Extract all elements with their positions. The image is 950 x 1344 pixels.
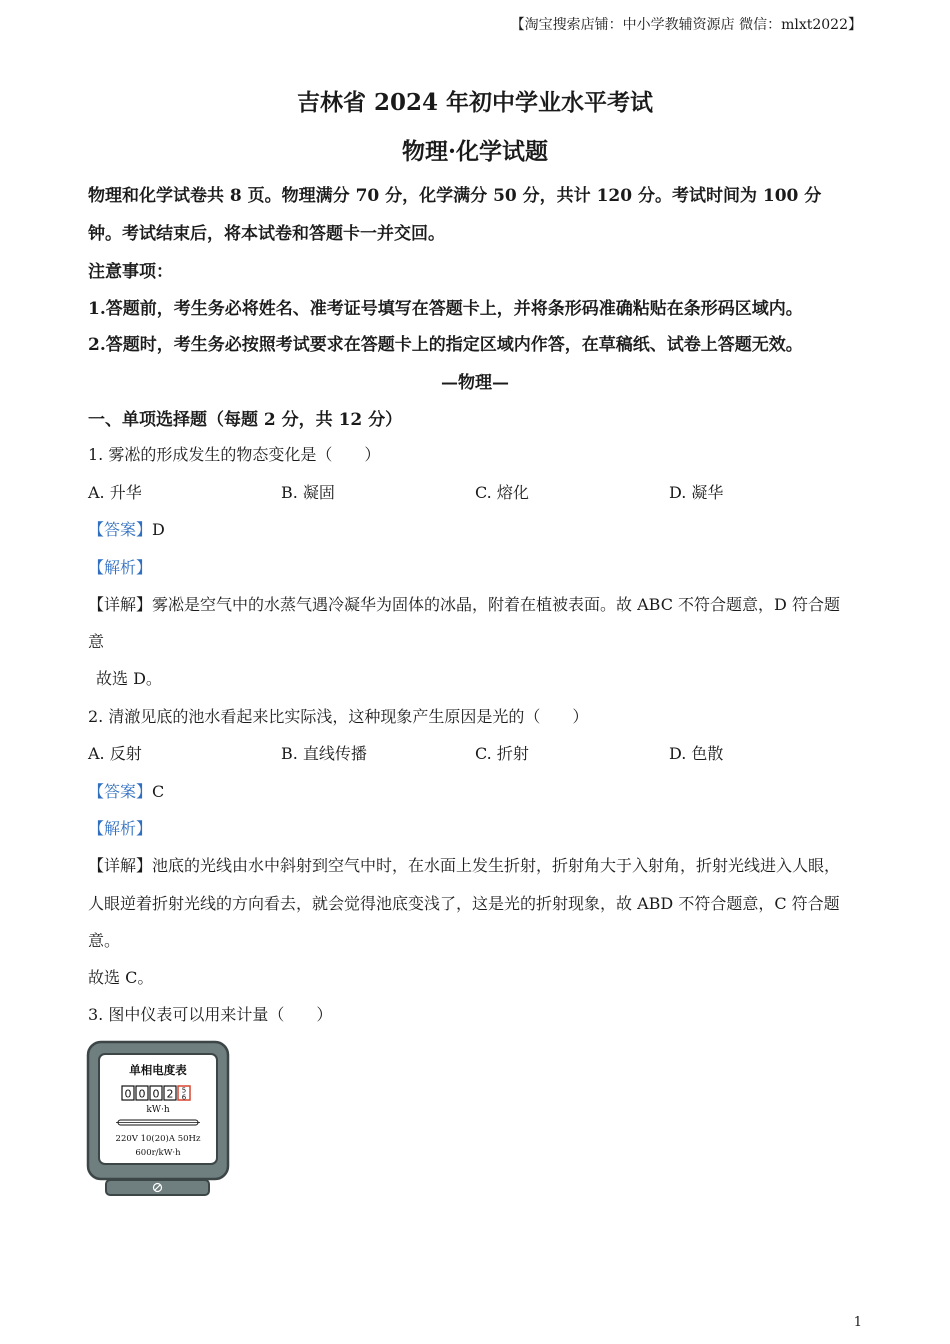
- header-note: 【淘宝搜索店铺：中小学教辅资源店 微信：mlxt2022】: [510, 17, 862, 33]
- question-1-detail-line-1: [88, 592, 840, 615]
- answer-value: D: [152, 520, 165, 539]
- question-2-detail-line-3: 意。: [88, 931, 121, 950]
- exam-title: 吉林省 2024 年初中学业水平考试: [296, 89, 654, 116]
- question-2-answer: [88, 779, 164, 802]
- question-2-detail-line-1: [88, 853, 840, 876]
- meter-digit: 2: [166, 1087, 174, 1101]
- detail-tag: 【详解】: [88, 856, 153, 875]
- meter-decimal-top: 5: [181, 1086, 187, 1095]
- detail-text: 池底的光线由水中斜射到空气中时，在水面上发生折射，折射角大于入射角，折射光线进入人眼，: [152, 856, 841, 875]
- meter-digit: 0: [152, 1087, 160, 1101]
- meter-digit: 0: [124, 1087, 132, 1101]
- notice-item-2: 2.答题时，考生务必按照考试要求在答题卡上的指定区域内作答，在草稿纸、试卷上答题无效。: [88, 335, 803, 355]
- page-number: 1: [853, 1315, 862, 1330]
- electricity-meter-figure: [86, 1040, 230, 1198]
- question-1-option-c: C. 熔化: [475, 483, 529, 502]
- notice-title: 注意事项：: [88, 262, 173, 282]
- question-3-stem: 3. 图中仪表可以用来计量（ ）: [88, 1005, 333, 1024]
- question-1-option-d: D. 凝华: [669, 483, 724, 502]
- question-1-stem: 1. 雾凇的形成发生的物态变化是（ ）: [88, 445, 381, 464]
- answer-tag: 【答案】: [88, 782, 153, 801]
- notice-item-1: 1.答题前，考生务必将姓名、准考证号填写在答题卡上，并将条形码准确粘贴在条形码区域内。: [88, 299, 803, 319]
- question-2-conclusion: 故选 C。: [88, 968, 154, 987]
- question-2-option-a: A. 反射: [88, 744, 142, 763]
- question-2-option-d: D. 色散: [669, 744, 724, 763]
- question-2-stem: 2. 清澈见底的池水看起来比实际浅，这种现象产生原因是光的（ ）: [88, 707, 589, 726]
- question-2-option-c: C. 折射: [475, 744, 529, 763]
- meter-digit: 0: [138, 1087, 146, 1101]
- meter-title: 单相电度表: [129, 1063, 187, 1077]
- question-1-conclusion: 故选 D。: [96, 669, 162, 688]
- question-1-detail-line-2: 意: [88, 632, 105, 651]
- question-1-option-a: A. 升华: [88, 483, 142, 502]
- exam-subtitle: 物理·化学试题: [401, 138, 548, 165]
- section-heading: 一、单项选择题（每题 2 分，共 12 分）: [88, 410, 403, 430]
- question-2-detail-line-2: 人眼逆着折射光线的方向看去，就会觉得池底变浅了，这是光的折射现象，故 ABD 不符合题意，C 符合题: [88, 894, 840, 913]
- subject-heading: —物理—: [441, 373, 509, 393]
- question-2-analysis-tag: 【解析】: [88, 819, 153, 838]
- question-1-option-b: B. 凝固: [281, 483, 335, 502]
- answer-value: C: [152, 782, 165, 801]
- meter-spec: 220V 10(20)A 50Hz: [115, 1134, 201, 1144]
- question-2-option-b: B. 直线传播: [281, 744, 367, 763]
- detail-text: 雾凇是空气中的水蒸气遇冷凝华为固体的冰晶，附着在植被表面。故 ABC 不符合题意，D 符合题: [152, 595, 840, 614]
- meter-constant: 600r/kW·h: [135, 1148, 181, 1158]
- intro-line-1: 物理和化学试卷共 8 页。物理满分 70 分，化学满分 50 分，共计 120 分。考试时间为 100 分: [88, 186, 822, 206]
- intro-line-2: 钟。考试结束后，将本试卷和答题卡一并交回。: [88, 224, 445, 244]
- meter-unit: kW·h: [146, 1105, 170, 1115]
- question-1-answer: [88, 517, 165, 540]
- question-1-analysis-tag: 【解析】: [88, 558, 153, 577]
- answer-tag: 【答案】: [88, 520, 153, 539]
- detail-tag: 【详解】: [88, 595, 153, 614]
- meter-decimal-bottom: 6: [181, 1093, 187, 1102]
